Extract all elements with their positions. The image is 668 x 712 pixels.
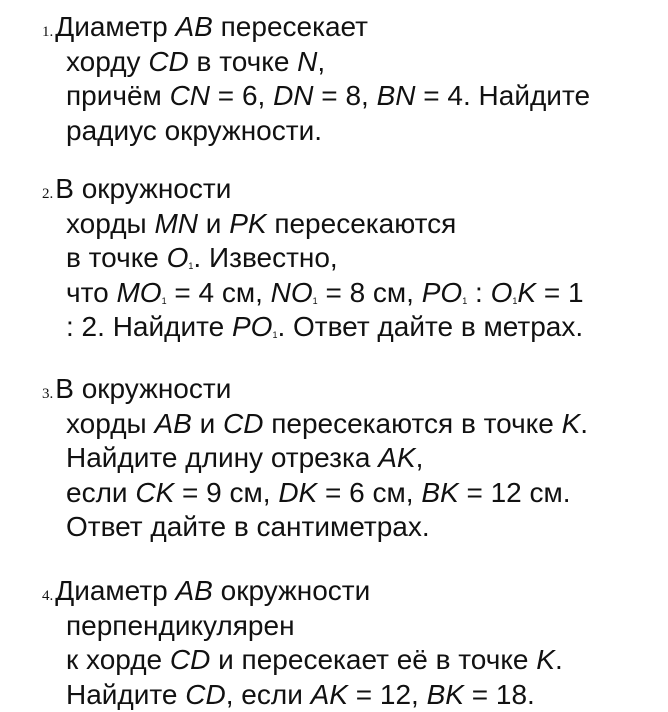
problem-text: в точке [188,45,298,77]
math-variable: AB [154,407,192,439]
problem-text: Найдите [66,678,186,710]
problem-text: = 1 [536,276,584,308]
math-variable: CD [169,644,211,675]
math-variable: BK [421,476,459,508]
problem-line [66,678,535,712]
problem-line [66,643,563,677]
problem-line [66,241,338,275]
problem-number: 2. [42,186,54,202]
problem-line [66,276,584,310]
problem-text: причём [66,80,170,111]
problem-text: = 4 см, [166,276,271,308]
math-variable: CK [135,476,175,508]
math-variable: K [561,407,581,439]
problem-text: радиус окружности. [66,114,322,146]
problem-line [66,609,295,643]
problem-text: = 12, [347,678,427,710]
math-variable: BK [426,678,464,710]
problem-line [42,372,231,411]
math-subscript: 1 [462,295,468,306]
math-variable: AB [175,11,213,42]
problem-text: : [467,276,491,308]
problem-text: = 8, [313,80,377,111]
math-variable: NO [270,276,313,308]
problem-text: = 6 см, [317,476,422,508]
math-variable: PK [229,207,267,239]
problem-number: 4. [42,588,54,604]
math-subscript: 1 [188,261,194,271]
math-variable: DK [278,476,318,508]
problem-text: = 9 см, [174,476,279,508]
math-subscript: 1 [272,330,278,340]
math-subscript: 1 [312,295,318,306]
problem-text: что [66,276,117,308]
problem-text: = 18. [463,678,535,710]
problem-line [66,79,590,113]
problem-line [42,10,368,49]
problem-text: = 6, [210,80,274,111]
problem-line [66,407,588,441]
math-variable: O [490,276,513,308]
problem-line [66,510,430,544]
problem-text: , [415,442,424,473]
problem-number: 1. [42,24,54,40]
problem-text: если [66,476,136,508]
problem-text: . [580,407,589,439]
problem-text: Диаметр [55,11,176,42]
math-variable: O [166,242,189,273]
problem-number: 3. [42,386,54,402]
problem-text: и [197,207,230,239]
problem-text: хорды [66,407,155,439]
problem-text: окружности [212,575,371,606]
problem-text: и [191,407,223,439]
problem-text: В окружности [55,373,232,404]
problem-text: : 2. Найдите [66,311,232,342]
problem-text: = 8 см, [317,276,422,308]
problem-text: Диаметр [55,575,176,606]
problem-text: перпендикулярен [66,609,295,641]
problem-text: хорду [66,45,149,77]
problem-text: = 4. Найдите [415,80,591,111]
problem-text: пересекает [212,11,368,42]
problem-text: в точке [66,242,167,273]
math-subscript: 1 [161,295,167,306]
problem-line [66,45,325,79]
problem-text: Ответ дайте в сантиметрах. [66,511,430,542]
math-variable: CN [169,80,211,111]
math-variable: AB [175,575,213,606]
math-variable: AK [378,442,416,473]
problem-text: хорды [66,207,155,239]
problem-line [42,574,370,613]
math-variable: BN [376,80,416,111]
problem-line [66,310,583,344]
problem-text: . Ответ дайте в метрах. [277,311,584,342]
math-variable: PO [231,311,273,342]
math-variable: CD [223,407,264,439]
problem-line [66,476,571,510]
problem-text: , если [225,678,311,710]
problem-line [42,172,231,211]
math-subscript: 1 [512,295,518,306]
problem-text: пересекаются [266,207,457,239]
math-variable: K [536,644,555,675]
problem-text: Найдите длину отрезка [66,442,379,473]
math-variable: N [297,45,318,77]
problem-text: . [554,644,563,675]
problem-text: . Известно, [193,242,338,273]
problem-text: к хорде [66,644,170,675]
problem-text: пересекаются в точке [263,407,562,439]
problem-line [66,207,456,241]
problem-text: = 12 см. [458,476,571,508]
problem-line [66,114,322,148]
problem-line [66,441,423,475]
math-variable: PO [421,276,463,308]
math-variable: MO [116,276,162,308]
problem-text: и пересекает её в точке [210,644,537,675]
problem-text: , [317,45,326,77]
math-variable: DN [273,80,314,111]
math-variable: CD [185,678,226,710]
math-variable: AK [310,678,348,710]
problem-text: В окружности [55,173,232,204]
math-variable: MN [154,207,198,239]
math-variable: CD [148,45,189,77]
math-variable: K [517,276,537,308]
